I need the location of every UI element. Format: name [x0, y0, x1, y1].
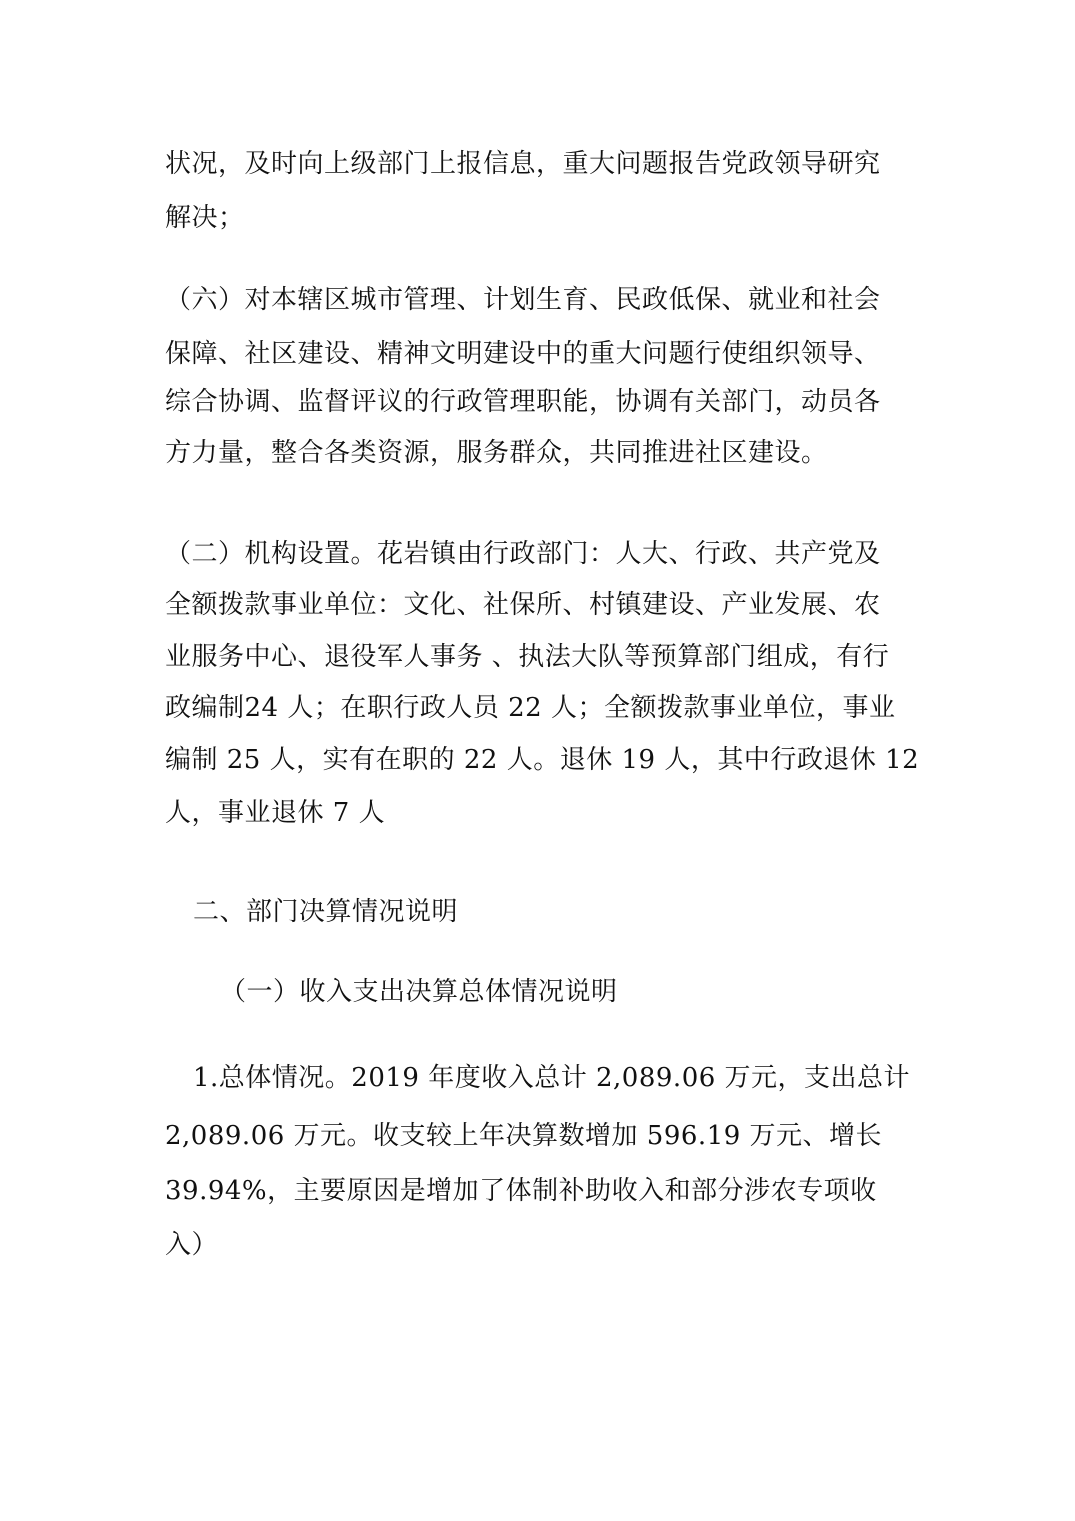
paragraph-2-line-2: 保障、社区建设、精神文明建设中的重大问题行使组织领导、 — [165, 339, 881, 369]
paragraph-3-line-3: 业服务中心、退役军人事务 、执法大队等预算部门组成，有行 — [165, 642, 890, 672]
paragraph-2-line-4: 方力量，整合各类资源，服务群众，共同推进社区建设。 — [165, 438, 828, 468]
subsection-heading: （一）收入支出决算总体情况说明 — [220, 977, 618, 1007]
paragraph-2-line-3: 综合协调、监督评议的行政管理职能，协调有关部门，动员各 — [165, 387, 881, 417]
paragraph-1-line-1: 状况，及时向上级部门上报信息，重大问题报告党政领导研究 — [165, 149, 881, 179]
paragraph-1-line-2: 解决； — [165, 203, 245, 233]
paragraph-3-line-1: （二）机构设置。花岩镇由行政部门：人大、行政、共产党及 — [165, 539, 881, 569]
paragraph-4-line-3: 39.94%，主要原因是增加了体制补助收入和部分涉农专项收 — [165, 1176, 877, 1206]
paragraph-4-line-4: 入） — [165, 1230, 219, 1260]
paragraph-3-line-5: 编制 25 人，实有在职的 22 人。退休 19 人，其中行政退休 12 — [165, 745, 920, 775]
paragraph-3-line-2: 全额拨款事业单位：文化、社保所、村镇建设、产业发展、农 — [165, 590, 881, 620]
paragraph-2-line-1: （六）对本辖区城市管理、计划生育、民政低保、就业和社会 — [165, 285, 881, 315]
section-heading: 二、部门决算情况说明 — [193, 897, 459, 927]
paragraph-4-line-2: 2,089.06 万元。收支较上年决算数增加 596.19 万元、增长 — [165, 1121, 883, 1151]
paragraph-3-line-4: 政编制24 人；在职行政人员 22 人；全额拨款事业单位，事业 — [165, 693, 896, 723]
paragraph-3-line-6: 人，事业退休 7 人 — [165, 798, 386, 828]
paragraph-4-line-1: 1.总体情况。2019 年度收入总计 2,089.06 万元，支出总计 — [193, 1063, 911, 1093]
